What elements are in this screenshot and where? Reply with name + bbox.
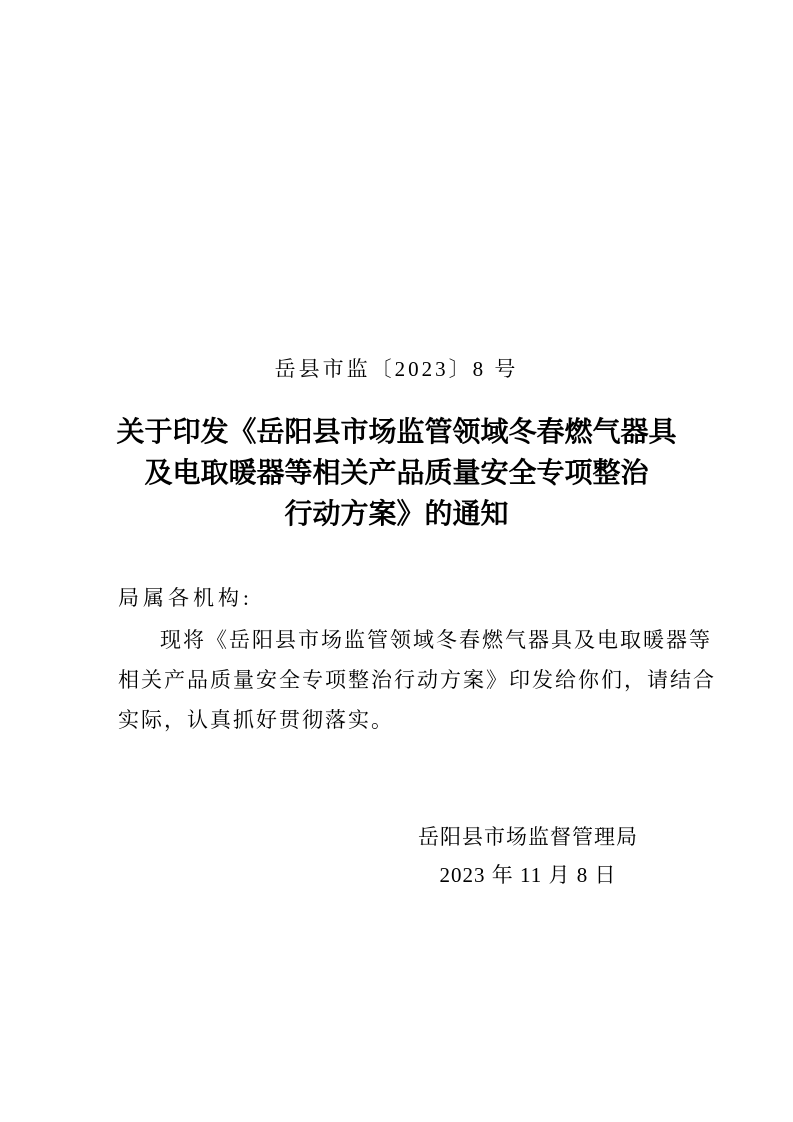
signature-block bbox=[410, 822, 646, 890]
body-line-1: 现将《岳阳县市场监管领域冬春燃气器具及电取暖器等 bbox=[160, 628, 712, 652]
title-line-3: 行动方案》的通知 bbox=[284, 499, 509, 530]
title-line-1: 关于印发《岳阳县市场监管领域冬春燃气器具 bbox=[116, 417, 677, 448]
document-title bbox=[0, 412, 793, 535]
issue-date: 2023 年 11 月 8 日 bbox=[439, 863, 617, 887]
body-line-3: 实际，认真抓好贯彻落实。 bbox=[118, 708, 394, 732]
salutation: 局属各机构: bbox=[118, 586, 253, 610]
doc-number: 岳县市监〔2023〕8 号 bbox=[274, 357, 519, 381]
title-line-2: 及电取暖器等相关产品质量安全专项整治 bbox=[144, 458, 649, 489]
body-paragraph bbox=[118, 620, 716, 740]
issuer-name: 岳阳县市场监督管理局 bbox=[418, 825, 638, 849]
body-line-2: 相关产品质量安全专项整治行动方案》印发给你们，请结合 bbox=[118, 668, 716, 692]
